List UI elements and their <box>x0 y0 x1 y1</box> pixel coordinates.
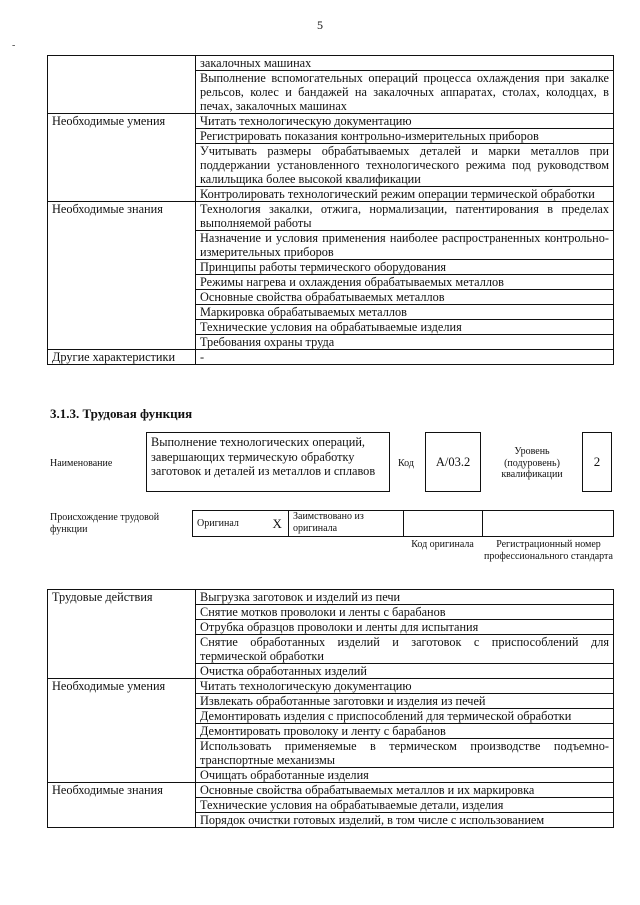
table-row <box>48 290 614 305</box>
row-text: Выгрузка заготовок и изделий из печи <box>196 590 614 605</box>
row-text: Маркировка обрабатываемых металлов <box>196 305 614 320</box>
table-row <box>48 724 614 739</box>
original-mark: X <box>267 511 289 537</box>
row-group-label <box>48 275 196 290</box>
code-caption: Код оригинала <box>411 539 474 550</box>
row-group-label <box>48 694 196 709</box>
row-text: Демонтировать изделия с приспособлений для термической обработки <box>196 709 614 724</box>
row-group-label: Другие характеристики <box>48 350 196 365</box>
table-row <box>48 320 614 335</box>
row-text: Технические условия на обрабатываемые детали, изделия <box>196 798 614 813</box>
function-code-box: А/03.2 <box>425 432 481 492</box>
row-group-label <box>48 71 196 114</box>
row-text: Требования охраны труда <box>196 335 614 350</box>
table-row <box>48 635 614 664</box>
row-group-label <box>48 724 196 739</box>
row-text: Основные свойства обрабатываемых металлов <box>196 290 614 305</box>
row-text: Назначение и условия применения наиболее распространенных контрольно-измерительных приборов <box>196 231 614 260</box>
row-group-label <box>48 709 196 724</box>
row-text: Читать технологическую документацию <box>196 679 614 694</box>
table-row <box>48 335 614 350</box>
code-label: Код <box>398 458 414 469</box>
table-row <box>48 605 614 620</box>
original-code-cell <box>404 511 483 537</box>
table-row <box>48 231 614 260</box>
qualification-level-box: 2 <box>582 432 612 492</box>
row-group-label <box>48 56 196 71</box>
row-text: Контролировать технологический режим операции термической обработки <box>196 187 614 202</box>
table-row <box>48 664 614 679</box>
row-group-label <box>48 664 196 679</box>
row-group-label: Необходимые умения <box>48 679 196 694</box>
row-group-label: Необходимые умения <box>48 114 196 129</box>
origin-table <box>192 510 614 537</box>
row-text: Выполнение вспомогательных операций процесса охлаждения при закалке рельсов, колес и бандажей на закалочных аппаратах, столах, колодцах, в печах, закалочных машинах <box>196 71 614 114</box>
row-group-label: Необходимые знания <box>48 783 196 798</box>
section-heading: 3.1.3. Трудовая функция <box>50 406 193 421</box>
table-row <box>48 694 614 709</box>
row-text: - <box>196 350 614 365</box>
row-text: закалочных машинах <box>196 56 614 71</box>
row-text: Использовать применяемые в термическом производстве подъемно-транспортные механизмы <box>196 739 614 768</box>
table-row <box>48 709 614 724</box>
table-row <box>48 590 614 605</box>
original-label: Оригинал <box>193 511 267 537</box>
table-row <box>48 202 614 231</box>
row-group-label <box>48 129 196 144</box>
reg-number-cell <box>483 511 614 537</box>
row-group-label <box>48 335 196 350</box>
row-group-label <box>48 739 196 768</box>
table-row <box>48 114 614 129</box>
row-text: Очистка обработанных изделий <box>196 664 614 679</box>
row-group-label <box>48 813 196 828</box>
table-row <box>48 679 614 694</box>
table-row <box>48 620 614 635</box>
row-group-label <box>48 144 196 187</box>
row-group-label: Необходимые знания <box>48 202 196 231</box>
table-row <box>48 739 614 768</box>
table-row <box>48 798 614 813</box>
margin-mark: - <box>12 40 16 51</box>
reg-caption: Регистрационный номер профессионального стандарта <box>484 539 613 562</box>
row-group-label <box>48 605 196 620</box>
level-label: Уровень (подуровень) квалификации <box>501 446 563 480</box>
row-text: Отрубка образцов проволоки и ленты для испытания <box>196 620 614 635</box>
row-text: Учитывать размеры обрабатываемых деталей и марки металлов при поддержании установленного технологического режима под руководством калильщика более высокой квалификации <box>196 144 614 187</box>
table-row <box>48 768 614 783</box>
row-text: Технические условия на обрабатываемые изделия <box>196 320 614 335</box>
row-text: Снятие мотков проволоки и ленты с барабанов <box>196 605 614 620</box>
labor-actions-table <box>47 589 614 828</box>
row-group-label <box>48 620 196 635</box>
row-text: Принципы работы термического оборудования <box>196 260 614 275</box>
table-row <box>48 350 614 365</box>
table-row <box>48 187 614 202</box>
row-group-label <box>48 798 196 813</box>
table-row <box>48 783 614 798</box>
row-group-label <box>48 320 196 335</box>
row-group-label: Трудовые действия <box>48 590 196 605</box>
skills-knowledge-table <box>47 55 614 365</box>
row-group-label <box>48 290 196 305</box>
table-row <box>48 305 614 320</box>
table-row <box>48 260 614 275</box>
table-row <box>48 71 614 114</box>
row-text: Порядок очистки готовых изделий, в том числе с использованием <box>196 813 614 828</box>
row-text: Основные свойства обрабатываемых металлов и их маркировка <box>196 783 614 798</box>
table-row <box>48 275 614 290</box>
name-label: Наименование <box>50 458 113 469</box>
row-group-label <box>48 187 196 202</box>
row-text: Демонтировать проволоку и ленту с барабанов <box>196 724 614 739</box>
row-group-label <box>48 305 196 320</box>
table-row <box>48 56 614 71</box>
row-group-label <box>48 260 196 275</box>
table-row <box>48 144 614 187</box>
row-text: Снятие обработанных изделий и заготовок с приспособлений для термической обработки <box>196 635 614 664</box>
row-group-label <box>48 768 196 783</box>
table-row <box>48 129 614 144</box>
borrowed-label: Заимствовано из оригинала <box>289 511 404 537</box>
row-text: Извлекать обработанные заготовки и изделия из печей <box>196 694 614 709</box>
page-number: 5 <box>317 18 323 32</box>
table-row <box>48 813 614 828</box>
row-text: Читать технологическую документацию <box>196 114 614 129</box>
row-group-label <box>48 231 196 260</box>
origin-label: Происхождение трудовой функции <box>50 512 160 535</box>
row-text: Технология закалки, отжига, нормализации, патентирования в пределах выполняемой работы <box>196 202 614 231</box>
row-text: Регистрировать показания контрольно-измерительных приборов <box>196 129 614 144</box>
row-group-label <box>48 635 196 664</box>
function-name-box: Выполнение технологических операций, завершающих термическую обработку заготовок и деталей из металлов и сплавов <box>146 432 390 492</box>
row-text: Режимы нагрева и охлаждения обрабатываемых металлов <box>196 275 614 290</box>
row-text: Очищать обработанные изделия <box>196 768 614 783</box>
